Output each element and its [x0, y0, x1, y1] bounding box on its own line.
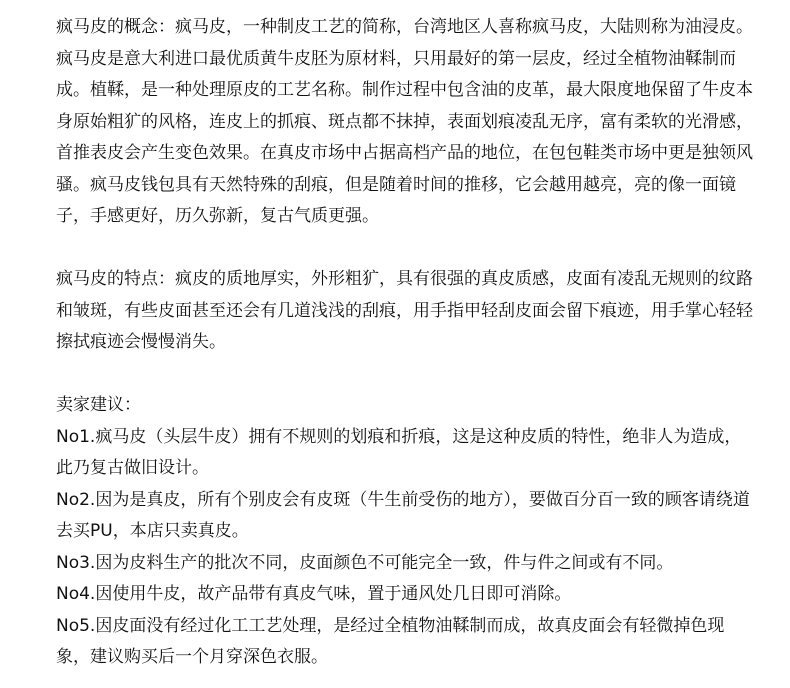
paragraph-spacer — [56, 233, 756, 265]
paragraph-spacer — [56, 359, 756, 391]
advice-item-3: No3.因为皮料生产的批次不同，皮面颜色不可能完全一致，件与件之间或有不同。 — [56, 552, 674, 573]
product-description — [56, 12, 756, 674]
advice-item-4: No4.因使用牛皮，故产品带有真皮气味，置于通风处几日即可消除。 — [56, 584, 572, 604]
advice-item-1: No1.疯马皮（头层牛皮）拥有不规则的划痕和折痕，这是这种皮质的特性，绝非人为造成，此乃复古做旧设计。 — [56, 426, 742, 478]
seller-advice-title: 卖家建议： — [56, 395, 141, 415]
concept-paragraph: 疯马皮的概念：疯马皮，一种制皮工艺的简称，台湾地区人喜称疯马皮，大陆则称为油浸皮。疯马皮是意大利进口最优质黄牛皮胚为原材料，只用最好的第一层皮，经过全植物油鞣制而成。植鞣，是一种处理原皮的工艺名称。制作过程中包含油的皮革，最大限度地保留了牛皮本身原始粗犷的风格，连皮上的抓痕、斑点都不抹掉，表面划痕凌乱无序，富有柔软的光滑感，首推表皮会产生变色效果。在真皮市场中占据高档产品的地位，在包包鞋类市场中更是独领风骚。疯马皮钱包具有天然特殊的刮痕，但是随着时间的推移，它会越用越亮，亮的像一面镜子，手感更好，历久弥新，复古气质更强。 — [56, 17, 753, 226]
seller-advice-list — [56, 422, 756, 674]
advice-item-2: No2.因为是真皮，所有个别皮会有皮斑（牛生前受伤的地方），要做百分百一致的顾客请绕道去买PU，本店只卖真皮。 — [56, 489, 750, 541]
features-paragraph: 疯马皮的特点：疯皮的质地厚实，外形粗犷，具有很强的真皮质感，皮面有凌乱无规则的纹路和皱斑，有些皮面甚至还会有几道浅浅的刮痕，用手指甲轻刮皮面会留下痕迹，用手掌心轻轻擦拭痕迹会慢慢消失。 — [56, 269, 753, 352]
advice-item-5: No5.因皮面没有经过化工工艺处理，是经过全植物油鞣制而成，故真皮面会有轻微掉色现象，建议购买后一个月穿深色衣服。 — [56, 615, 725, 667]
seller-advice-section — [56, 390, 756, 674]
